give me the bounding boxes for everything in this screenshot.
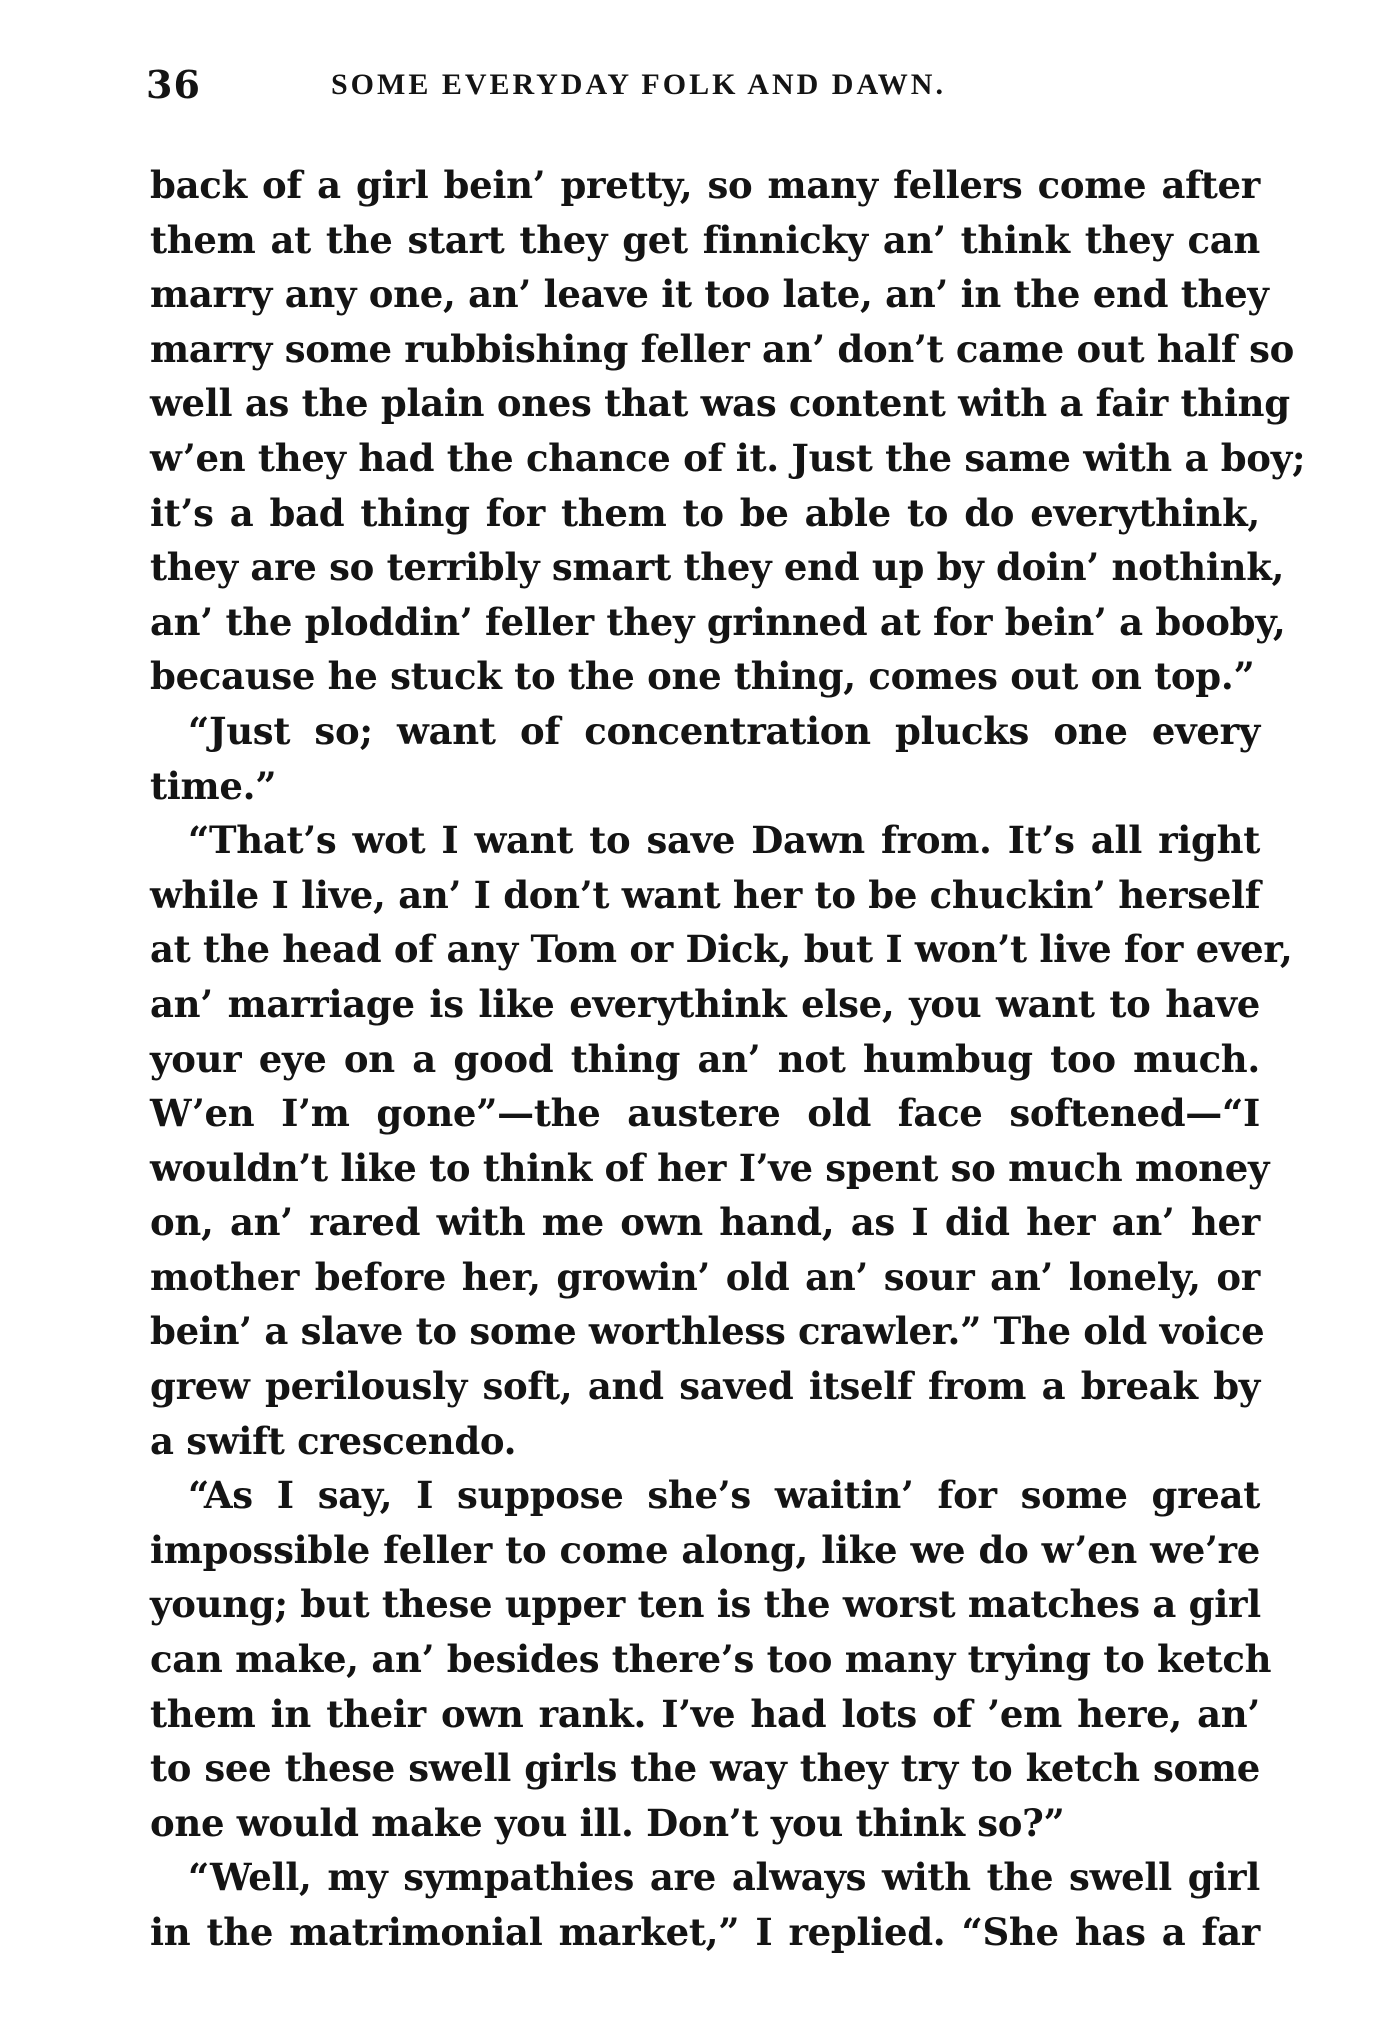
text-line: mother before her, growin’ old an’ sour an’ lonely, or xyxy=(150,1254,1260,1299)
text-line: w’en they had the chance of it. Just the same with a boy; xyxy=(150,435,1306,480)
text-line: your eye on a good thing an’ not humbug too much. xyxy=(150,1036,1260,1081)
text-line: “Just so; want of concentration plucks one every xyxy=(188,708,1260,753)
text-line: because he stuck to the one thing, comes out on top.” xyxy=(150,654,1255,699)
text-line: impossible feller to come along, like we do w’en we’re xyxy=(150,1527,1260,1572)
text-line: they are so terribly smart they end up by doin’ nothink, xyxy=(150,545,1285,590)
text-line: back of a girl bein’ pretty, so many fellers come after xyxy=(150,163,1260,207)
text-line: them at the start they get finnicky an’ think they can xyxy=(150,217,1260,262)
text-line: “That’s wot I want to save Dawn from. It’s all right xyxy=(188,818,1260,863)
text-line: at the head of any Tom or Dick, but I won’t live for ever, xyxy=(150,927,1293,972)
text-line: while I live, an’ I don’t want her to be chuckin’ herself xyxy=(150,872,1261,917)
text-line: marry any one, an’ leave it too late, an’ in the end they xyxy=(150,272,1269,317)
text-line: in the matrimonial market,” I replied. “She has a far xyxy=(150,1910,1260,1954)
text-line: bein’ a slave to some worthless crawler.” The old voice xyxy=(150,1309,1265,1354)
text-line: marry some rubbishing feller an’ don’t came out half so xyxy=(150,326,1294,371)
text-line: a swift crescendo. xyxy=(150,1418,517,1463)
text-line: can make, an’ besides there’s too many trying to ketch xyxy=(150,1637,1272,1682)
page-number: 36 xyxy=(146,62,201,107)
text-line: on, an’ rared with me own hand, as I did her an’ her xyxy=(150,1200,1260,1245)
text-line: time.” xyxy=(150,763,277,808)
text-line: grew perilously soft, and saved itself from a break by xyxy=(150,1364,1260,1409)
text-line: “As I say, I suppose she’s waitin’ for some great xyxy=(188,1473,1260,1518)
running-title: SOME EVERYDAY FOLK AND DAWN. xyxy=(331,68,946,101)
text-line: it’s a bad thing for them to be able to do everythink, xyxy=(150,490,1260,535)
body-text xyxy=(150,158,1306,1960)
text-line: one would make you ill. Don’t you think so?” xyxy=(150,1800,1065,1845)
text-line: W’en I’m gone”—the austere old face softened—“I xyxy=(150,1091,1260,1136)
text-line: young; but these upper ten is the worst matches a girl xyxy=(150,1582,1261,1627)
text-line: “Well, my sympathies are always with the swell girl xyxy=(188,1855,1260,1900)
text-line: them in their own rank. I’ve had lots of ’em here, an’ xyxy=(150,1691,1260,1736)
text-line: an’ the ploddin’ feller they grinned at for bein’ a booby, xyxy=(150,599,1286,644)
page-header xyxy=(146,62,1266,122)
text-line: wouldn’t like to think of her I’ve spent so much money xyxy=(150,1145,1270,1190)
text-line: an’ marriage is like everythink else, you want to have xyxy=(150,981,1260,1026)
text-line: to see these swell girls the way they try to ketch some xyxy=(150,1746,1260,1791)
text-line: well as the plain ones that was content with a fair thing xyxy=(150,381,1290,426)
